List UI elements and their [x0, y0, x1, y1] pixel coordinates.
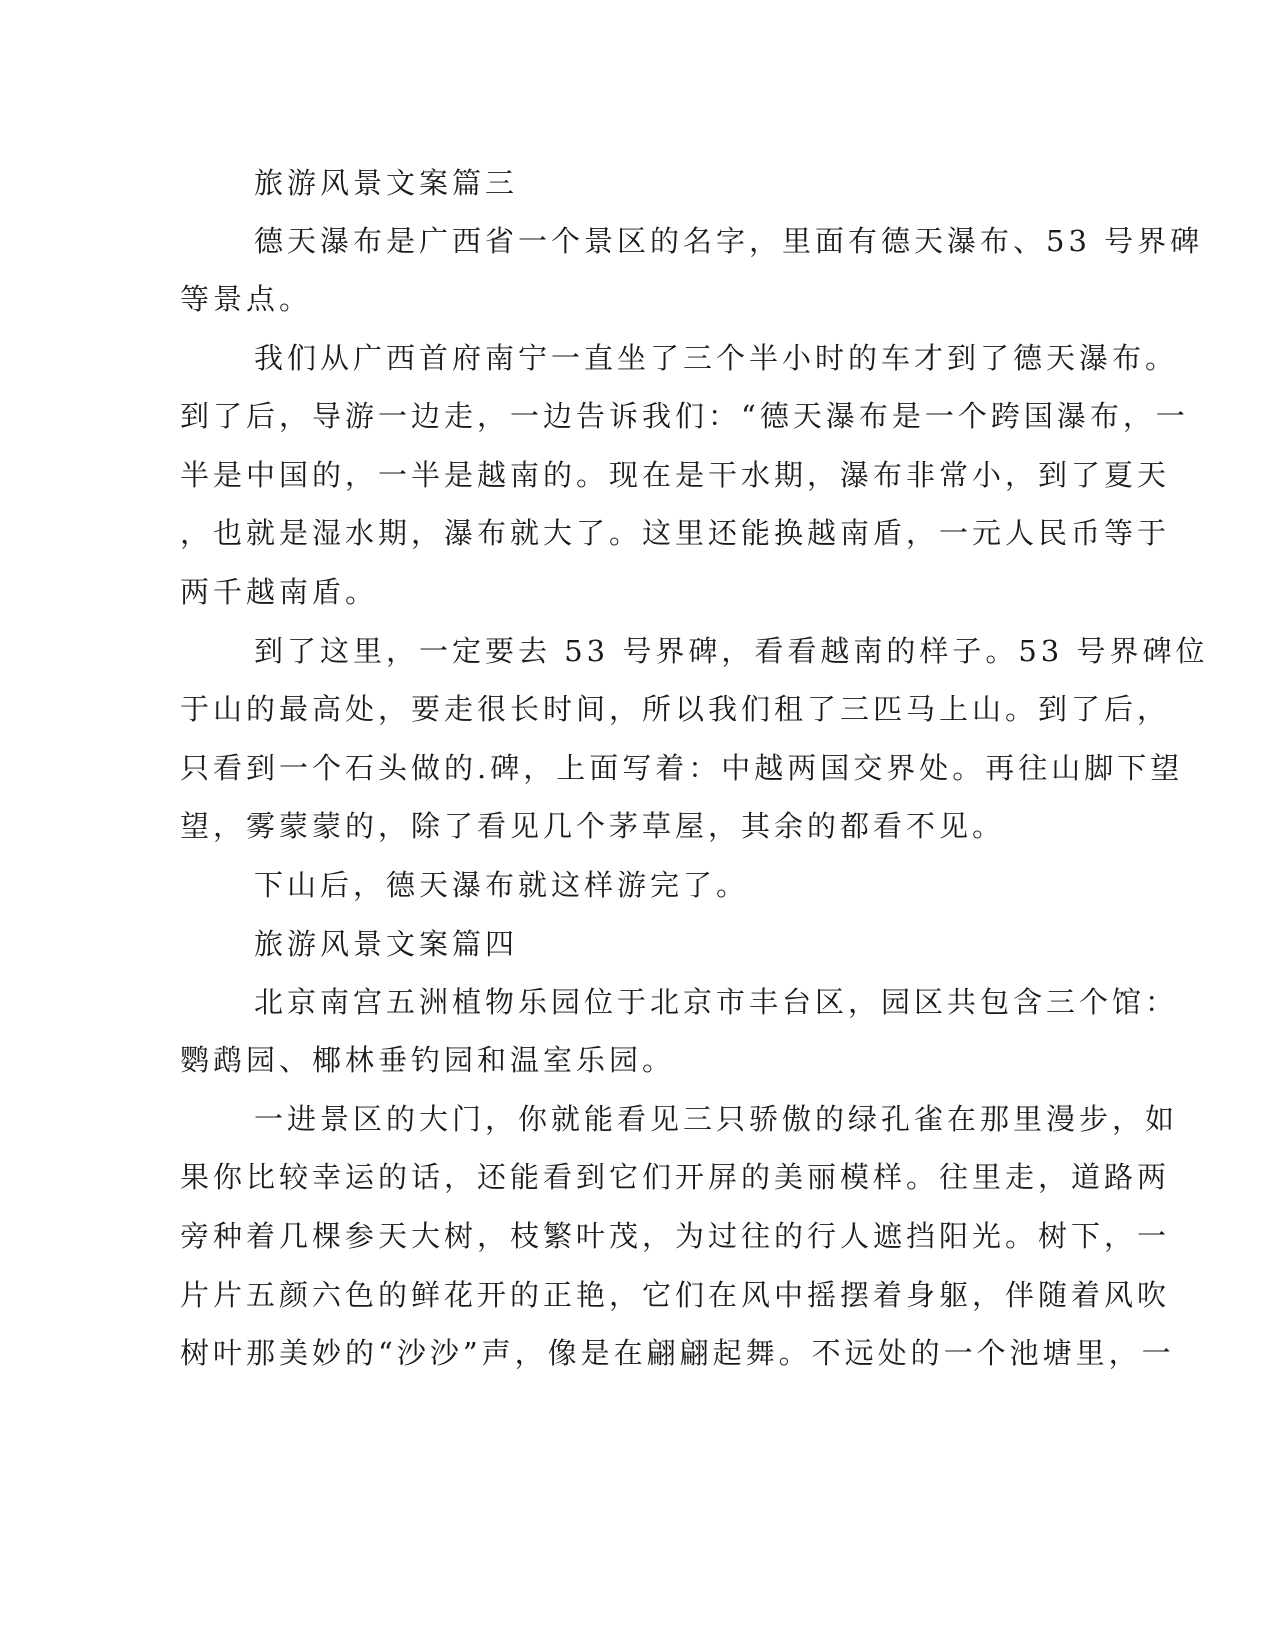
- text-line: 于山的最高处，要走很长时间，所以我们租了三匹马上山。到了后，: [180, 692, 1171, 726]
- section-heading-4: 旅游风景文案篇四: [254, 927, 519, 961]
- text-line: 两千越南盾。: [180, 575, 379, 609]
- text-line: 树叶那美妙的“沙沙”声，像是在翩翩起舞。不远处的一个池塘里，一: [180, 1336, 1175, 1370]
- text-line: 等景点。: [180, 282, 313, 316]
- text-line: 旁种着几棵参天大树，枝繁叶茂，为过往的行人遮挡阳光。树下，一: [180, 1219, 1171, 1253]
- text-line: 一进景区的大门，你就能看见三只骄傲的绿孔雀在那里漫步，如: [254, 1102, 1179, 1136]
- text-line: 到了这里，一定要去 53 号界碑，看看越南的样子。53 号界碑位: [254, 634, 1209, 668]
- text-line: 望，雾蒙蒙的，除了看见几个茅草屋，其余的都看不见。: [180, 809, 1006, 843]
- text-line: 片片五颜六色的鲜花开的正艳，它们在风中摇摆着身躯，伴随着风吹: [180, 1278, 1171, 1312]
- text-line: 半是中国的，一半是越南的。现在是干水期，瀑布非常小，到了夏天: [180, 458, 1171, 492]
- text-line: 德天瀑布是广西省一个景区的名字，里面有德天瀑布、53 号界碑: [254, 224, 1204, 258]
- text-line: 我们从广西首府南宁一直坐了三个半小时的车才到了德天瀑布。: [254, 341, 1179, 375]
- section-heading-3: 旅游风景文案篇三: [254, 166, 519, 200]
- text-line: 下山后，德天瀑布就这样游完了。: [254, 868, 750, 902]
- text-line: 只看到一个石头做的.碑，上面写着：中越两国交界处。再往山脚下望: [180, 751, 1184, 785]
- text-line: 北京南宫五洲植物乐园位于北京市丰台区，园区共包含三个馆：: [254, 985, 1179, 1019]
- text-line: 到了后，导游一边走，一边告诉我们：“德天瀑布是一个跨国瀑布，一: [180, 399, 1189, 433]
- text-line: 鹦鹉园、椰林垂钓园和温室乐园。: [180, 1043, 676, 1077]
- text-line: ，也就是湿水期，瀑布就大了。这里还能换越南盾，一元人民币等于: [180, 516, 1171, 550]
- text-line: 果你比较幸运的话，还能看到它们开屏的美丽模样。往里走，道路两: [180, 1160, 1171, 1194]
